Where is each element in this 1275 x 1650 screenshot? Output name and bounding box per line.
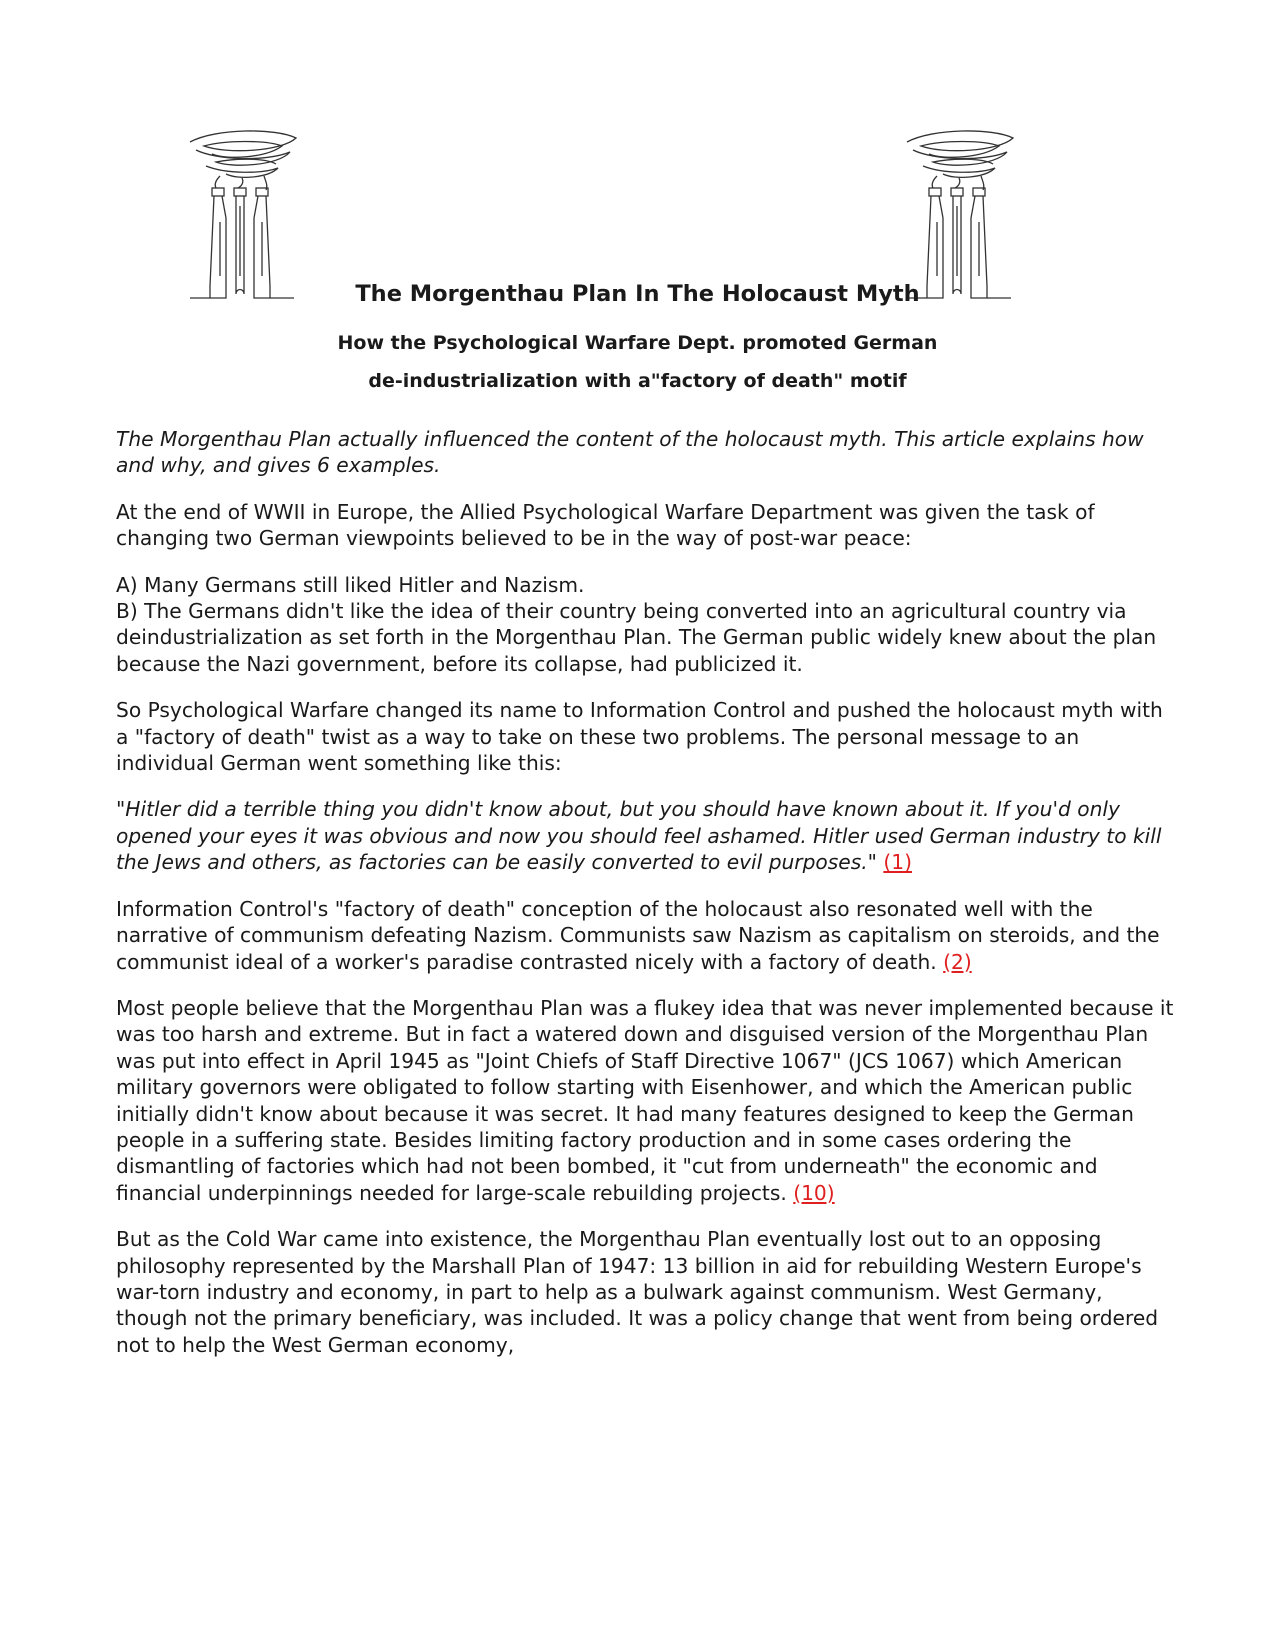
footnote-link-2[interactable]: (2) bbox=[943, 949, 972, 974]
quote-text: "Hitler did a terrible thing you didn't know about, but you should have known about it. If you'd only opened your eyes it was obvious and now you should feel ashamed. Hitler used German industry to kill the Jews and others, as factories can be easily converted to evil purposes." bbox=[116, 797, 1162, 875]
subtitle-line-1: How the Psychological Warfare Dept. promoted German bbox=[337, 332, 938, 354]
factory-chimney-smoke-icon bbox=[186, 126, 298, 306]
paragraph-5 bbox=[116, 995, 1176, 1206]
viewpoint-b: B) The Germans didn't like the idea of their country being converted into an agricultural country via deindustrialization as set forth in the Morgenthau Plan. The German public widely knew about the plan because the Nazi government, before its collapse, had publicized it. bbox=[116, 599, 1157, 676]
paragraph-5-text: Most people believe that the Morgenthau Plan was a flukey idea that was never implemented because it was too harsh and extreme. But in fact a watered down and disguised version of the Morgenthau Plan was put into effect in April 1945 as "Joint Chiefs of Staff Directive 1067" (JCS 1067) which American military governors were obligated to follow starting with Eisenhower, and which the American public initially didn't know about because it was secret. It had many features designed to keep the German people in a suffering state. Besides limiting factory production and in some cases ordering the dismantling of factories which had not been bombed, it "cut from underneath" the economic and financial underpinnings needed for large-scale rebuilding projects. bbox=[116, 995, 1174, 1205]
footnote-link-10[interactable]: (10) bbox=[793, 1180, 835, 1205]
paragraph-4 bbox=[116, 896, 1176, 975]
article-body bbox=[116, 426, 1176, 1378]
subtitle-line-2: de-industrialization with a"factory of death" motif bbox=[368, 370, 907, 392]
paragraph-1: At the end of WWII in Europe, the Allied Psychological Warfare Department was given the task of changing two German viewpoints believed to be in the way of post-war peace: bbox=[116, 499, 1095, 551]
paragraph-4-text: Information Control's "factory of death" conception of the holocaust also resonated well with the narrative of communism defeating Nazism. Communists saw Nazism as capitalism on steroids, and the communist ideal of a worker's paradise contrasted nicely with a factory of death. bbox=[116, 896, 1160, 974]
paragraph-6: But as the Cold War came into existence, the Morgenthau Plan eventually lost out to an opposing philosophy represented by the Marshall Plan of 1947: 13 billion in aid for rebuilding Western Europe's war-torn industry and economy, in part to help as a bulwark against communism. West Germany, though not the primary beneficiary, was included. It was a policy change that went from being ordered not to help the West German economy, bbox=[116, 1227, 1159, 1357]
paragraph-3: So Psychological Warfare changed its name to Information Control and pushed the holocaust myth with a "factory of death" twist as a way to take on these two problems. The personal message to an individual German went something like this: bbox=[116, 698, 1163, 776]
page-title: The Morgenthau Plan In The Holocaust Myth bbox=[355, 281, 920, 307]
factory-chimney-smoke-icon bbox=[903, 126, 1015, 306]
quote-paragraph bbox=[116, 796, 1176, 875]
intro-paragraph: The Morgenthau Plan actually influenced the content of the holocaust myth. This article explains how and why, and gives 6 examples. bbox=[116, 427, 1144, 478]
footnote-link-1[interactable]: (1) bbox=[883, 850, 912, 875]
viewpoint-a: A) Many Germans still liked Hitler and Nazism. bbox=[116, 572, 585, 597]
